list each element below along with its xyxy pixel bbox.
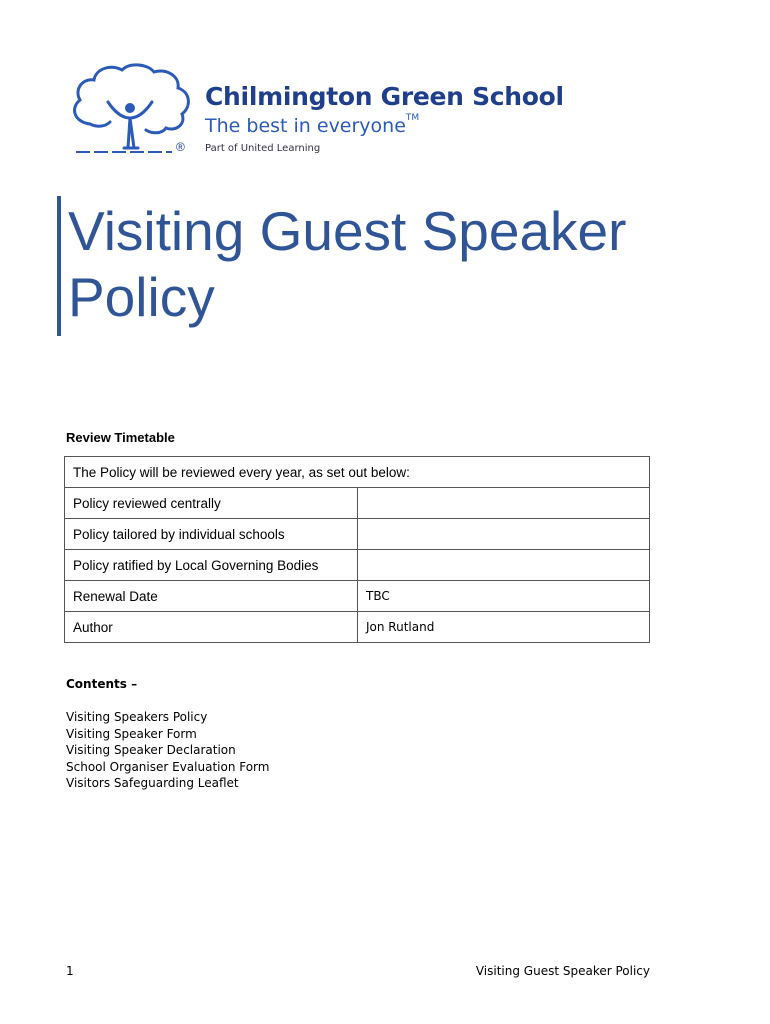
registered-mark: ® (176, 140, 185, 154)
list-item: Visiting Speaker Declaration (66, 743, 236, 757)
row-label: Policy ratified by Local Governing Bodies (65, 550, 358, 581)
logo-school-name: Chilmington Green School (205, 82, 564, 111)
contents-list (66, 709, 269, 792)
list-item: Visiting Speakers Policy (66, 710, 208, 724)
table-row (65, 488, 650, 519)
table-row (65, 550, 650, 581)
row-value (358, 488, 650, 519)
table-row (65, 612, 650, 643)
footer-title: Visiting Guest Speaker Policy (475, 964, 650, 978)
logo-tagline (205, 115, 419, 137)
page-number: 1 (66, 964, 74, 978)
row-label: Renewal Date (65, 581, 358, 612)
row-label: Author (65, 612, 358, 643)
review-timetable-heading: Review Timetable (66, 430, 175, 445)
row-label: Policy reviewed centrally (65, 488, 358, 519)
document-title: Visiting Guest Speaker Policy (68, 200, 627, 328)
list-item: Visiting Speaker Form (66, 726, 197, 741)
row-value: TBC (358, 581, 650, 612)
row-label: Policy tailored by individual schools (65, 519, 358, 550)
row-value (358, 550, 650, 581)
row-value: Jon Rutland (358, 612, 650, 643)
logo-subtitle: Part of United Learning (205, 143, 321, 154)
logo-tagline-text: The best in everyone (205, 115, 406, 137)
school-logo (68, 62, 564, 162)
table-row (65, 519, 650, 550)
table-row (65, 581, 650, 612)
list-item: School Organiser Evaluation Form (66, 759, 270, 774)
list-item: Visitors Safeguarding Leaflet (66, 776, 239, 790)
table-row (65, 457, 650, 488)
logo-trademark: TM (405, 113, 420, 123)
contents-heading: Contents – (66, 677, 138, 691)
review-timetable-table (64, 456, 650, 643)
review-intro: The Policy will be reviewed every year, as set out below: (65, 457, 650, 488)
row-value (358, 519, 650, 550)
title-accent-bar (57, 196, 61, 336)
